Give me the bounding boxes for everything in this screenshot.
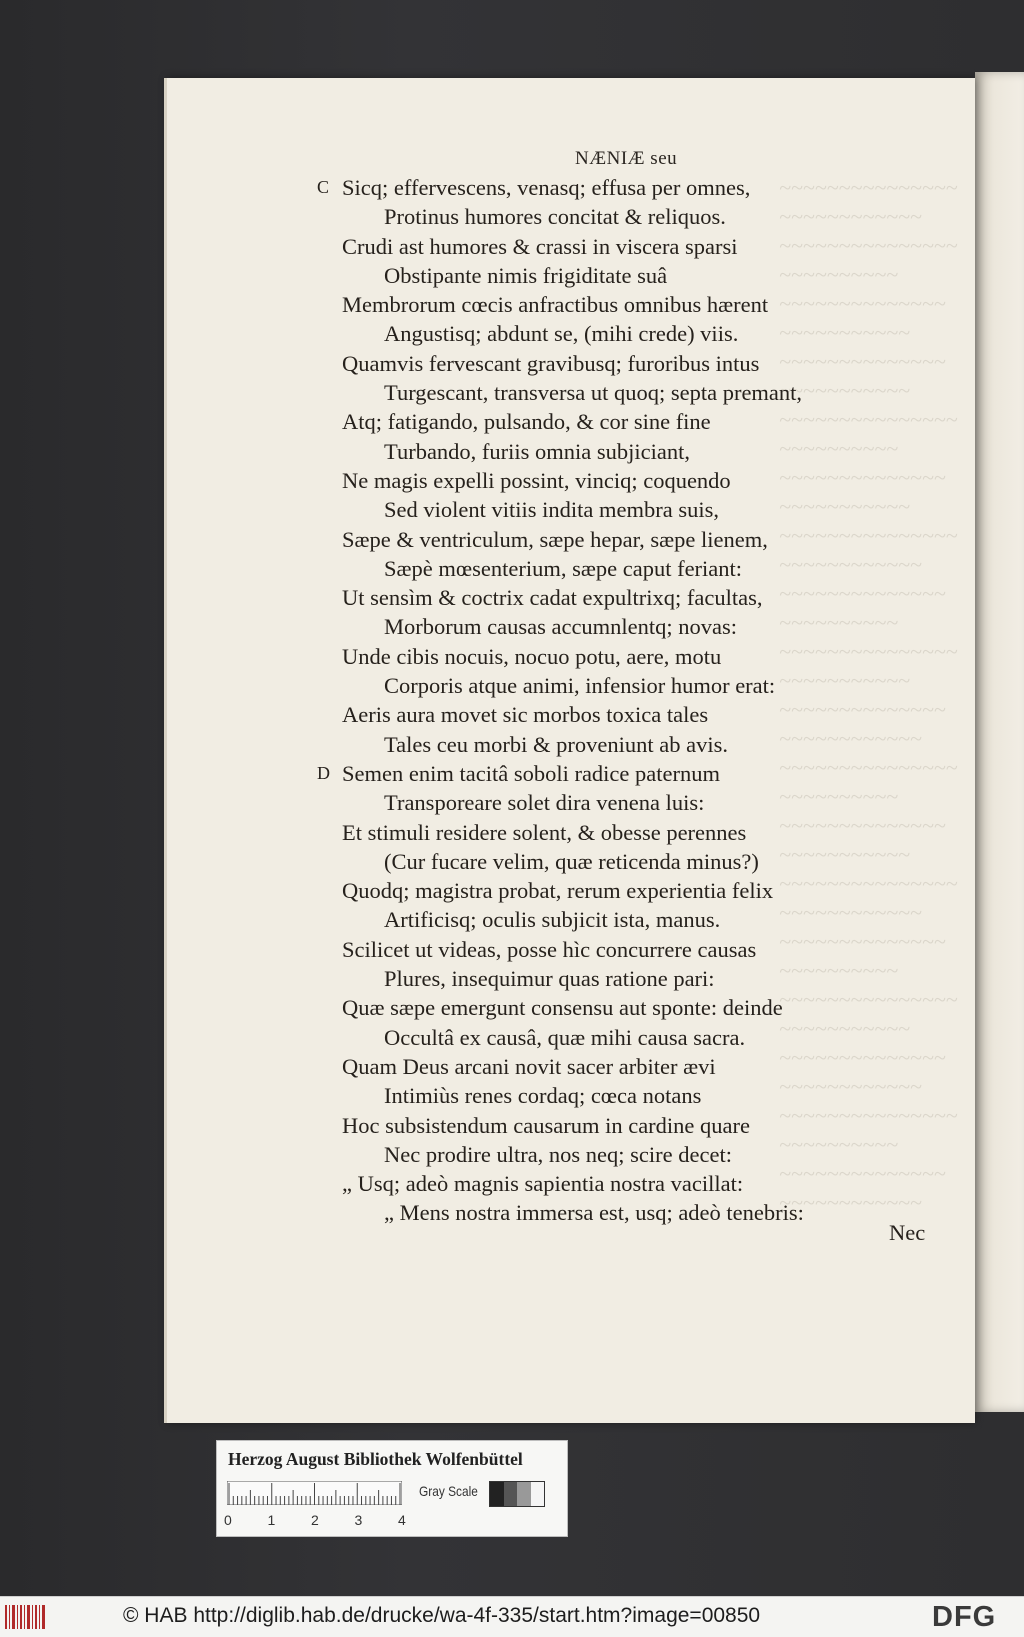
verse-text: Membrorum cœcis anfractibus omnibus hærent <box>342 292 769 318</box>
verse-line <box>167 612 975 641</box>
verse-line <box>167 349 975 378</box>
verse-line <box>167 495 975 524</box>
ruler-number: 1 <box>267 1512 276 1528</box>
facing-page-edge <box>975 72 1024 1412</box>
verse-line <box>167 993 975 1022</box>
verse-line <box>167 407 975 436</box>
verse-text: „ Mens nostra immersa est, usq; adeò tenebris: <box>384 1200 804 1226</box>
verse-text: Turbando, furiis omnia subjiciant, <box>384 438 691 464</box>
gray-swatch <box>504 1482 518 1506</box>
ruler-number: 2 <box>311 1512 319 1528</box>
footer-bar <box>0 1596 1024 1637</box>
verse-line <box>167 964 975 993</box>
verse-line <box>167 700 975 729</box>
verse-line <box>167 1023 975 1052</box>
verse-text: Unde cibis nocuis, nocuo potu, aere, motu <box>342 643 722 669</box>
margin-marker: C <box>317 177 330 197</box>
gray-swatch <box>517 1482 531 1506</box>
verse-text: Tales ceu morbi & proveniunt ab avis. <box>384 731 728 757</box>
ruler-number: 4 <box>398 1512 406 1528</box>
verse-text: Angustisq; abdunt se, (mihi crede) viis. <box>384 321 739 347</box>
gray-swatch <box>490 1482 504 1506</box>
verse-text: Hoc subsistendum causarum in cardine quare <box>342 1112 750 1138</box>
verse-text: Transporeare solet dira venena luis: <box>384 790 705 816</box>
verse-line <box>167 1169 975 1198</box>
verse-line <box>167 788 975 817</box>
verse-line <box>167 759 975 788</box>
library-name: Herzog August Bibliothek Wolfenbüttel <box>228 1449 523 1469</box>
ruler-number: 0 <box>224 1512 232 1528</box>
verse-line <box>167 642 975 671</box>
verse-text: Occultâ ex causâ, quæ mihi causa sacra. <box>384 1024 746 1050</box>
verse-line <box>167 1198 975 1227</box>
verse-text: „ Usq; adeò magnis sapientia nostra vacillat: <box>342 1171 744 1197</box>
verse-text: Quam Deus arcani novit sacer arbiter ævi <box>342 1053 716 1079</box>
verse-text: Quæ sæpe emergunt consensu aut sponte: deinde <box>342 995 783 1021</box>
verse-line <box>167 671 975 700</box>
verse-text: Semen enim tacitâ soboli radice paternum <box>342 760 720 786</box>
book-page <box>167 78 975 1423</box>
verse-line <box>167 1111 975 1140</box>
verse-line <box>167 730 975 759</box>
verse-text: Quamvis fervescant gravibusq; furoribus intus <box>342 350 760 376</box>
verse-line <box>167 554 975 583</box>
barcode-icon <box>4 1603 46 1631</box>
poem-text-block <box>167 173 975 1228</box>
verse-text: Sæpè mœsenterium, sæpe caput feriant: <box>384 555 743 581</box>
verse-text: Plures, insequimur quas ratione pari: <box>384 966 715 992</box>
verse-line <box>167 935 975 964</box>
verse-text: Quodq; magistra probat, rerum experientia felix <box>342 878 774 904</box>
verse-line <box>167 847 975 876</box>
verse-text: Intimiùs renes cordaq; cœca notans <box>384 1083 702 1109</box>
verse-text: Obstipante nimis frigiditate suâ <box>384 262 668 288</box>
verse-text: Ne magis expelli possint, vinciq; coquendo <box>342 467 731 493</box>
library-label <box>216 1440 568 1537</box>
bleed-through-texture: ~~~~~~~~~~~~~~~ ~~~~~~~~~~~~ ~~~~~~~~~~~~~~~ ~~~~~~~~~~ ~~~~~~~~~~~~~~ ~~~~~~~~~~~ ~~~~~~~~~~~~~~ ~~~~~~~~~~~ ~~~~~~~~~~~~~~~ ~~~~~~~~~~ ~~~~~~~~~~~~~~ ~~~~~~~~~~~ ~~~~~~~~~~~~~~~ ~~~~~~~~~~~~ ~~~~~~~~~~~~~~ ~~~~~~~~~~ ~~~~~~~~~~~~~~~ ~~~~~~~~~~~ ~~~~~~~~~~~~~~ ~~~~~~~~~~~~ ~~~~~~~~~~~~~~~ ~~~~~~~~~~ ~~~~~~~~~~~~~~ ~~~~~~~~~~~ ~~~~~~~~~~~~~~~ ~~~~~~~~~~~~ ~~~~~~~~~~~~~~ ~~~~~~~~~~ ~~~~~~~~~~~~~~~ ~~~~~~~~~~~ ~~~~~~~~~~~~~~ ~~~~~~~~~~~~ ~~~~~~~~~~~~~~~ ~~~~~~~~~~ ~~~~~~~~~~~~~~ ~~~~~~~~~~~~ <box>779 175 958 1215</box>
verse-text: Ut sensìm & coctrix cadat expultrixq; facultas, <box>342 585 763 611</box>
verse-line <box>167 583 975 612</box>
verse-text: Sicq; effervescens, venasq; effusa per omnes, <box>342 175 751 200</box>
verse-line <box>167 876 975 905</box>
verse-text: Nec prodire ultra, nos neq; scire decet: <box>384 1141 732 1167</box>
ruler-scale <box>227 1481 402 1505</box>
verse-text: Artificisq; oculis subjicit ista, manus. <box>384 907 721 933</box>
verse-text: Crudi ast humores & crassi in viscera sparsi <box>342 233 738 259</box>
verse-line <box>167 173 975 202</box>
dfg-logo: DFG <box>932 1601 997 1633</box>
verse-line <box>167 525 975 554</box>
copyright-link[interactable]: © HAB http://diglib.hab.de/drucke/wa-4f-335/start.htm?image=00850 <box>123 1604 761 1627</box>
verse-line <box>167 818 975 847</box>
verse-text: Corporis atque animi, infensior humor erat: <box>384 673 776 699</box>
verse-text: Et stimuli residere solent, & obesse perennes <box>342 819 747 845</box>
verse-line <box>167 905 975 934</box>
verse-line <box>167 261 975 290</box>
verse-line <box>167 290 975 319</box>
verse-line <box>167 202 975 231</box>
verse-text: Sæpe & ventriculum, sæpe hepar, sæpe lienem, <box>342 526 768 552</box>
verse-line <box>167 466 975 495</box>
verse-line <box>167 232 975 261</box>
verse-text: Turgescant, transversa ut quoq; septa premant, <box>384 380 803 406</box>
verse-text: Atq; fatigando, pulsando, & cor sine fine <box>342 409 711 435</box>
verse-line <box>167 1081 975 1110</box>
ruler-number: 3 <box>354 1512 363 1528</box>
gray-swatch <box>531 1482 545 1506</box>
verse-line <box>167 1140 975 1169</box>
catchword: Nec <box>889 1220 926 1245</box>
verse-line <box>167 437 975 466</box>
verse-line <box>167 378 975 407</box>
running-header: NÆNIÆ seu <box>575 148 678 169</box>
verse-line <box>167 319 975 348</box>
verse-text: (Cur fucare velim, quæ reticenda minus?) <box>384 848 759 874</box>
verse-text: Aeris aura movet sic morbos toxica tales <box>342 702 709 728</box>
margin-marker: D <box>317 762 330 783</box>
gray-scale-label: Gray Scale <box>419 1483 478 1499</box>
verse-line <box>167 1052 975 1081</box>
verse-text: Morborum causas accumnlentq; novas: <box>384 614 738 640</box>
gray-scale-swatch <box>489 1481 545 1507</box>
verse-text: Sed violent vitiis indita membra suis, <box>384 497 719 523</box>
verse-text: Protinus humores concitat & reliquos. <box>384 204 726 230</box>
verse-text: Scilicet ut videas, posse hìc concurrere causas <box>342 936 757 962</box>
